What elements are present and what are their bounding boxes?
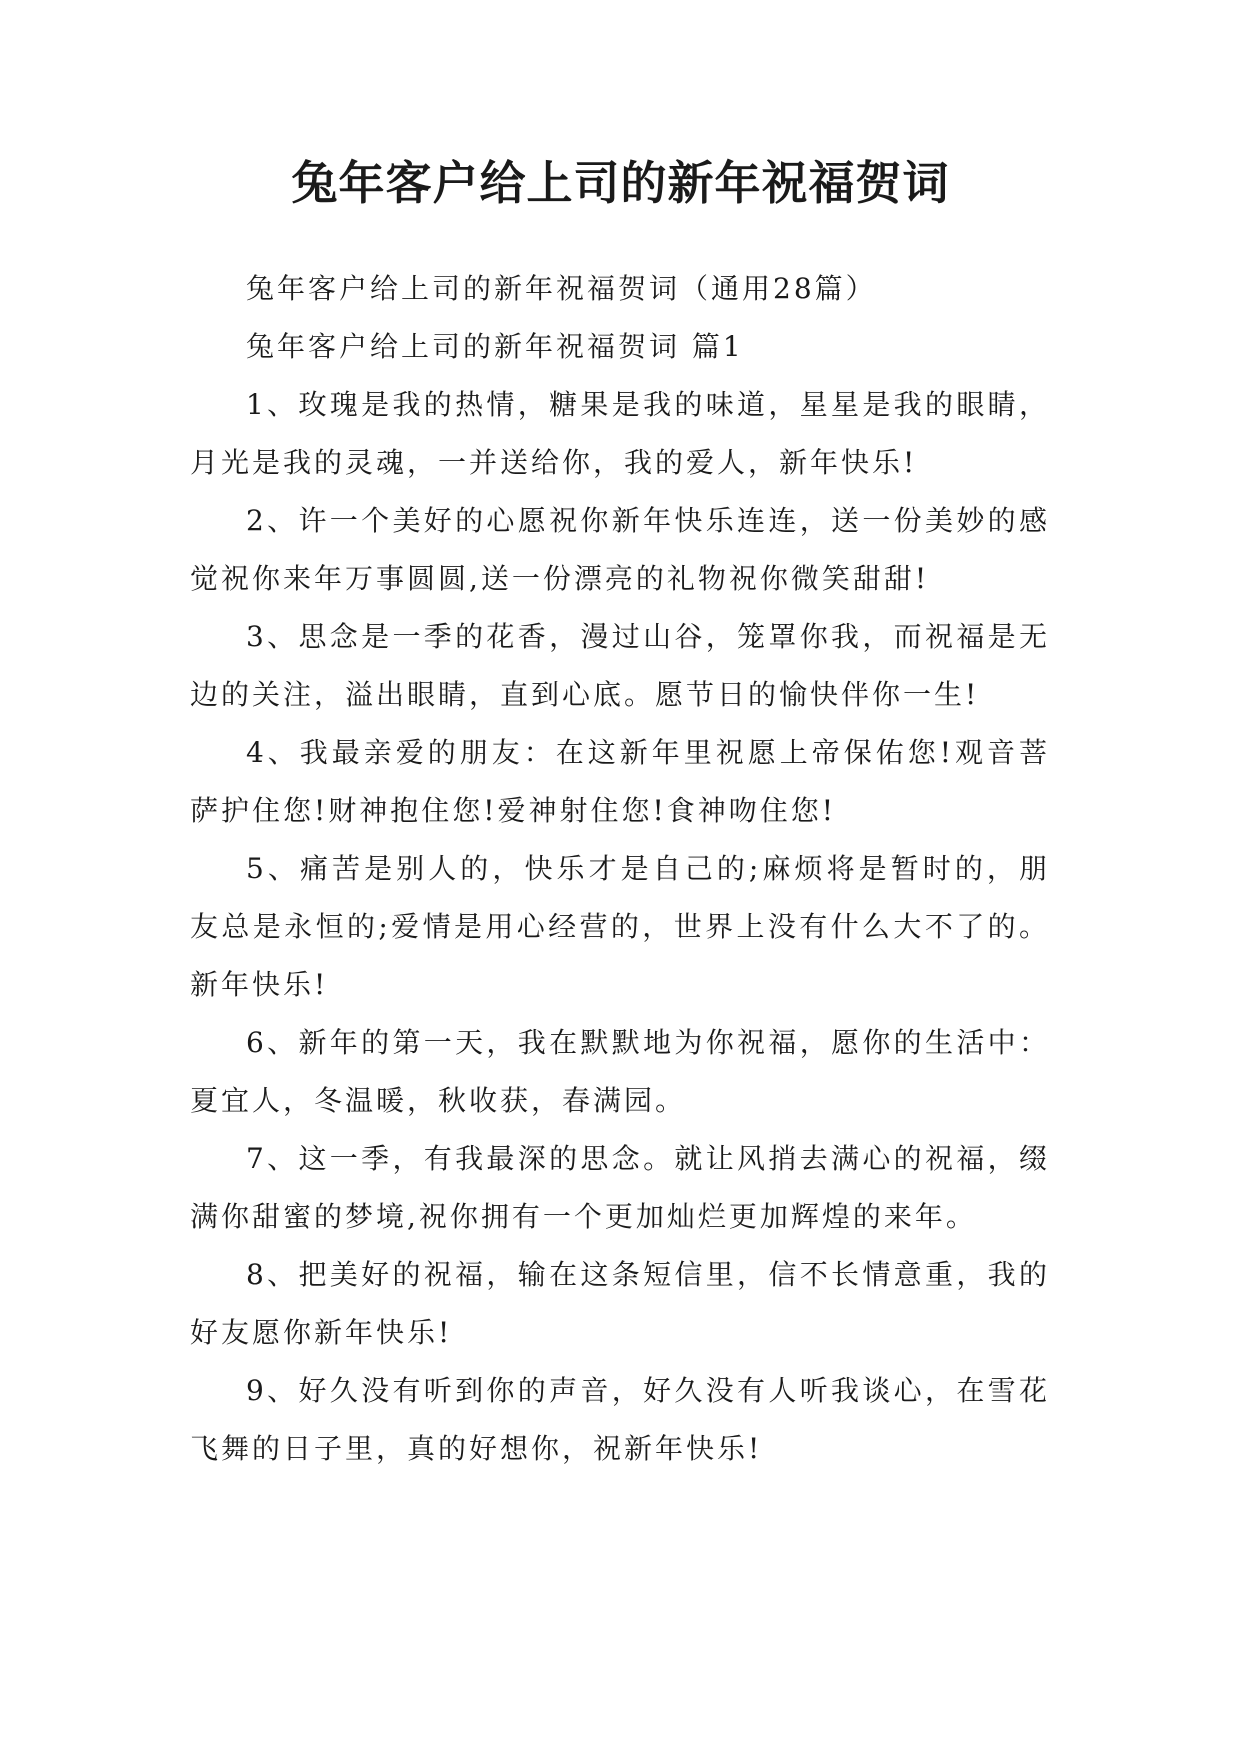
- wish-paragraph-6: 6、新年的第一天，我在默默地为你祝福，愿你的生活中：夏宜人，冬温暖，秋收获，春满园。: [190, 1026, 1050, 1117]
- wish-paragraph-7: 7、这一季，有我最深的思念。就让风捎去满心的祝福，缀满你甜蜜的梦境,祝你拥有一个更加灿烂更加辉煌的来年。: [190, 1142, 1050, 1233]
- document-subtitle: 兔年客户给上司的新年祝福贺词（通用28篇）: [246, 272, 877, 305]
- wish-paragraph-5: 5、痛苦是别人的，快乐才是自己的;麻烦将是暂时的，朋友总是永恒的;爱情是用心经营的，世界上没有什么大不了的。新年快乐!: [190, 852, 1050, 1001]
- document-body: [190, 260, 1050, 1478]
- document-title: 兔年客户给上司的新年祝福贺词: [291, 156, 950, 210]
- wish-paragraph-1: 1、玫瑰是我的热情，糖果是我的味道，星星是我的眼睛，月光是我的灵魂，一并送给你，我的爱人，新年快乐!: [190, 388, 1050, 479]
- section-heading: 兔年客户给上司的新年祝福贺词 篇1: [246, 330, 744, 363]
- wish-paragraph-4: 4、我最亲爱的朋友：在这新年里祝愿上帝保佑您!观音菩萨护住您!财神抱住您!爱神射住您!食神吻住您!: [190, 736, 1050, 827]
- wish-paragraph-2: 2、许一个美好的心愿祝你新年快乐连连，送一份美妙的感觉祝你来年万事圆圆,送一份漂亮的礼物祝你微笑甜甜!: [190, 504, 1050, 595]
- wish-paragraph-3: 3、思念是一季的花香，漫过山谷，笼罩你我，而祝福是无边的关注，溢出眼睛，直到心底。愿节日的愉快伴你一生!: [190, 620, 1050, 711]
- wish-paragraph-9: 9、好久没有听到你的声音，好久没有人听我谈心，在雪花飞舞的日子里，真的好想你，祝新年快乐!: [190, 1374, 1050, 1465]
- wish-paragraph-8: 8、把美好的祝福，输在这条短信里，信不长情意重，我的好友愿你新年快乐!: [190, 1258, 1050, 1349]
